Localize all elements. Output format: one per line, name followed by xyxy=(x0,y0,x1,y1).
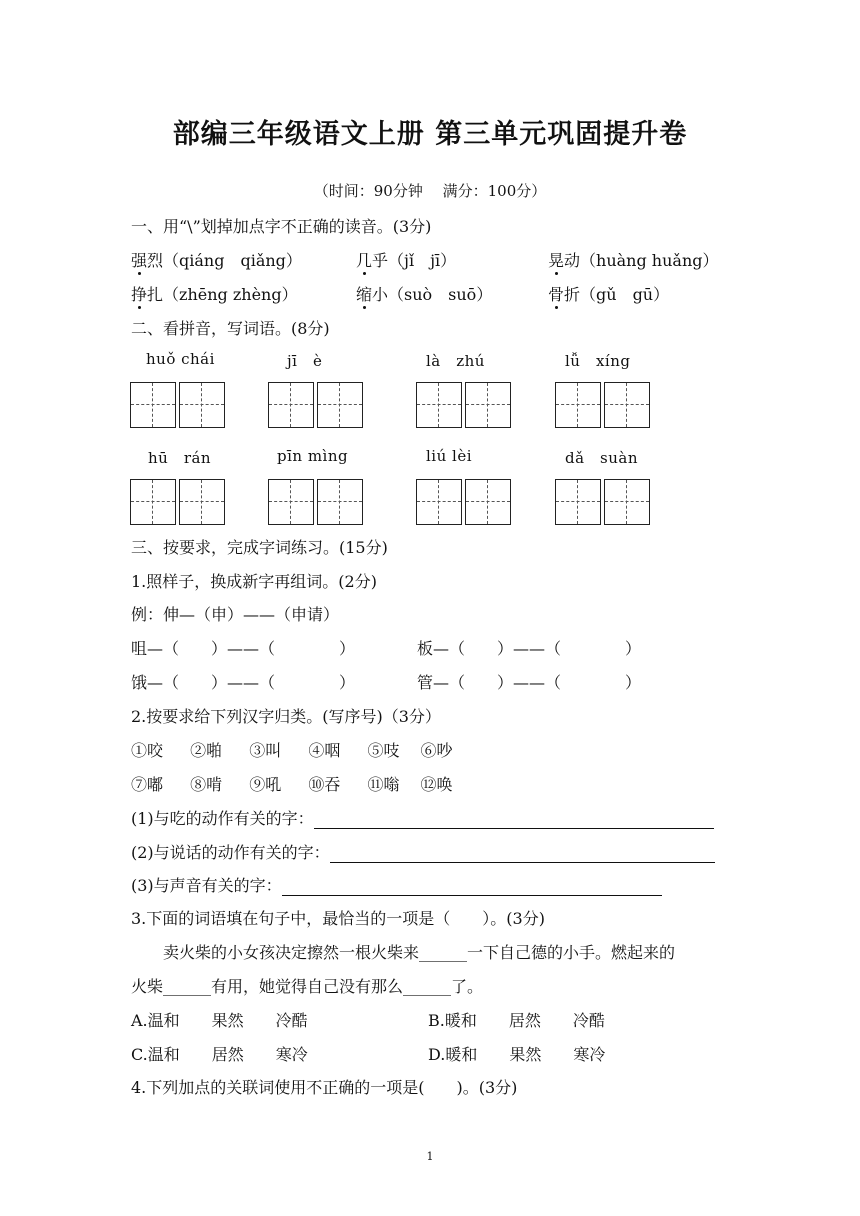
q2-row1: ①咬 ②啪 ③叫 ④咽 ⑤吱 ⑥吵 xyxy=(131,741,453,760)
s1-item-4: 挣扎（zhēng zhèng） xyxy=(131,285,298,304)
answer-line-2[interactable] xyxy=(330,846,715,863)
pinyin-1: huǒ chái xyxy=(146,350,215,368)
page-number: 1 xyxy=(426,1150,434,1163)
s1-item-6: 骨折（gǔ gū） xyxy=(548,285,670,304)
q1-row2-right[interactable]: 管—（ ）——（ ） xyxy=(417,673,642,692)
time-info: （时间：90分钟 满分：100分） xyxy=(313,182,547,200)
writing-grid-3[interactable] xyxy=(416,382,514,428)
pinyin-5: hū rán xyxy=(148,449,212,467)
writing-grid-7[interactable] xyxy=(416,479,514,525)
q2-row2: ⑦嘟 ⑧啃 ⑨吼 ⑩吞 ⑪嗡 ⑫唤 xyxy=(131,775,453,794)
pinyin-2: jī è xyxy=(287,352,323,370)
section3-heading: 三、按要求，完成字词练习。(15分) xyxy=(131,538,388,557)
q2-title: 2.按要求给下列汉字归类。(写序号)（3分） xyxy=(131,707,441,726)
answer-line-1[interactable] xyxy=(314,812,714,829)
s1-item-2: 几乎（jǐ jī） xyxy=(356,251,457,270)
q3-title: 3.下面的词语填在句子中，最恰当的一项是（ ）。(3分) xyxy=(131,909,545,928)
writing-grid-4[interactable] xyxy=(555,382,653,428)
pinyin-8: dǎ suàn xyxy=(565,449,639,467)
q2-sub2: (2)与说话的动作有关的字： xyxy=(131,840,715,863)
q1-row1-right[interactable]: 板—（ ）——（ ） xyxy=(417,639,642,658)
s1-item-3: 晃动（huàng huǎng） xyxy=(548,251,719,270)
pinyin-6: pīn mìng xyxy=(277,447,349,465)
q4-title: 4.下列加点的关联词使用不正确的一项是( )。(3分) xyxy=(131,1078,518,1097)
q3-option-d[interactable]: D.暖和 果然 寒冷 xyxy=(428,1045,606,1064)
q1-row2-left[interactable]: 饿—（ ）——（ ） xyxy=(131,673,356,692)
q1-title: 1.照样子，换成新字再组词。(2分) xyxy=(131,572,377,591)
q1-example: 例：伸—（申）——（申请） xyxy=(131,605,340,624)
q3-option-a[interactable]: A.温和 果然 冷酷 xyxy=(131,1011,308,1030)
writing-grid-6[interactable] xyxy=(268,479,366,525)
writing-grid-8[interactable] xyxy=(555,479,653,525)
pinyin-3: là zhú xyxy=(426,352,485,370)
section1-heading: 一、用“\”划掉加点字不正确的读音。(3分) xyxy=(131,217,432,236)
q3-option-b[interactable]: B.暖和 居然 冷酷 xyxy=(428,1011,605,1030)
writing-grid-5[interactable] xyxy=(130,479,228,525)
s1-item-5: 缩小（suò suō） xyxy=(356,285,493,304)
q3-sentence-1: 卖火柴的小女孩决定擦然一根火柴来______一下自己德的小手。燃起来的 xyxy=(163,943,676,962)
s1-item-1: 强烈（qiáng qiǎng） xyxy=(131,251,302,270)
pinyin-7: liú lèi xyxy=(426,447,472,465)
q1-row1-left[interactable]: 咀—（ ）——（ ） xyxy=(131,639,356,658)
q3-option-c[interactable]: C.温和 居然 寒冷 xyxy=(131,1045,308,1064)
writing-grid-2[interactable] xyxy=(268,382,366,428)
pinyin-4: lǚ xíng xyxy=(565,352,631,370)
page-title: 部编三年级语文上册 第三单元巩固提升卷 xyxy=(172,119,688,150)
q3-sentence-2: 火柴______有用，她觉得自己没有那么______了。 xyxy=(131,977,484,996)
answer-line-3[interactable] xyxy=(282,879,662,896)
section2-heading: 二、看拼音，写词语。(8分) xyxy=(131,319,330,338)
q2-sub1: (1)与吃的动作有关的字： xyxy=(131,806,714,829)
writing-grid-1[interactable] xyxy=(130,382,228,428)
q2-sub3: (3)与声音有关的字： xyxy=(131,873,662,896)
